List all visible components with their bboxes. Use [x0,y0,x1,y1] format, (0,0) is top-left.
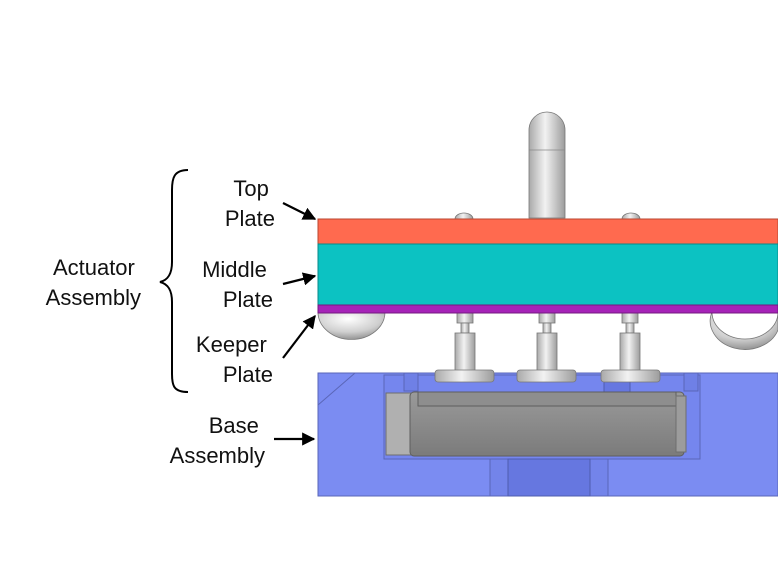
pin-left [435,313,494,382]
actuator-brace [160,170,188,392]
sphere-left-dome [318,312,385,339]
screw-head-left [455,213,473,219]
base-bottom-bore [508,459,590,496]
keeper-plate [318,305,778,313]
insert-top-ledge [418,392,676,406]
label-actuator-assembly: Actuator Assembly [45,255,141,310]
middle-plate [318,244,778,305]
screw-head-right [622,213,640,219]
arrow-middle-plate [283,276,315,284]
arrow-top-plate [283,203,315,219]
base-slot-left [404,373,418,391]
base-slot-right [684,373,698,391]
label-keeper-plate: Keeper Plate [195,332,273,387]
insert-block [386,392,686,456]
insert-side-right [676,396,686,452]
arrow-keeper-plate [283,316,315,358]
label-base-assembly: Base Assembly [169,413,265,468]
label-top-plate: Top Plate [224,176,275,231]
label-middle-plate: Middle Plate [202,257,273,312]
top-rod [529,112,565,218]
sphere-right-dome [710,312,778,349]
pin-right [601,313,660,382]
top-plate [318,219,778,244]
pin-center [517,313,576,382]
